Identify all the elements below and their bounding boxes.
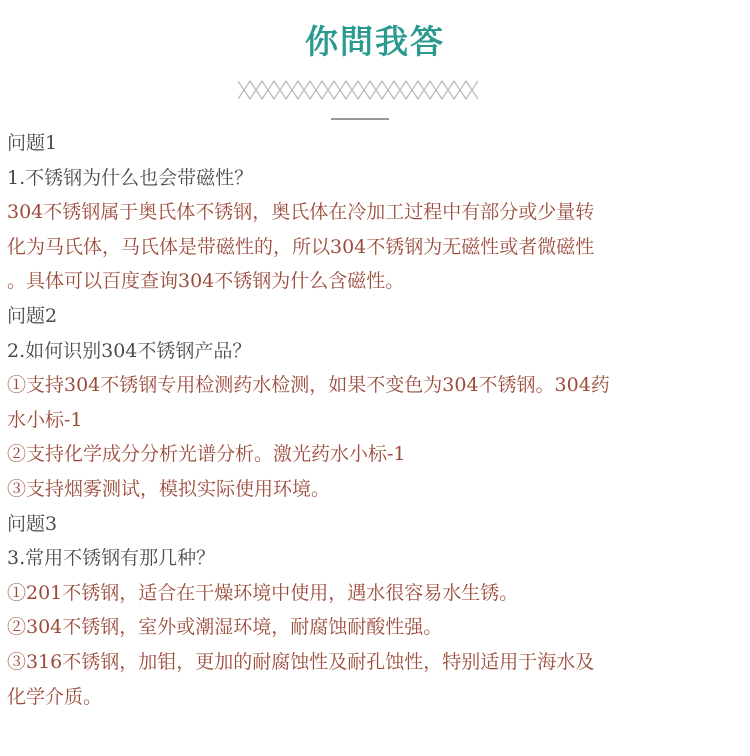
question-3-label: 问题3 — [7, 512, 58, 535]
answer-2-line-1: ①支持304不锈钢专用检测药水检测，如果不变色为304不锈钢。304药 — [7, 374, 610, 397]
answer-3-line-4: 化学介质。 — [7, 685, 103, 708]
question-1-label: 问题1 — [7, 132, 58, 154]
answer-1-line-3: 。具体可以百度查询304不锈钢为什么含磁性。 — [7, 270, 405, 293]
question-2-text: 2.如何识别304不锈钢产品？ — [7, 339, 252, 362]
answer-2-line-3: ②支持化学成分分析光谱分析。激光药水小标-1 — [7, 443, 406, 466]
answer-2-line-2: 水小标-1 — [7, 408, 83, 431]
answer-2-line-4: ③支持烟雾测试，模拟实际使用环境。 — [7, 477, 331, 500]
question-2-label: 问题2 — [7, 304, 58, 327]
page-title: 你問我答 — [305, 22, 445, 61]
title-divider — [331, 118, 389, 120]
question-1-text: 1.不锈钢为什么也会带磁性？ — [7, 166, 254, 189]
zigzag-ornament — [238, 80, 478, 100]
answer-3-line-2: ②304不锈钢，室外或潮湿环境，耐腐蚀耐酸性强。 — [7, 616, 443, 639]
question-3-text: 3.常用不锈钢有那几种？ — [7, 547, 216, 570]
faq-content — [7, 126, 747, 714]
answer-1-line-2: 化为马氏体，马氏体是带磁性的，所以304不锈钢为无磁性或者微磁性 — [7, 235, 595, 258]
answer-3-line-1: ①201不锈钢，适合在干燥环境中使用，遇水很容易水生锈。 — [7, 581, 519, 604]
answer-3-line-3: ③316不锈钢，加钼，更加的耐腐蚀性及耐孔蚀性，特别适用于海水及 — [7, 650, 595, 673]
answer-1-line-1: 304不锈钢属于奥氏体不锈钢，奥氏体在冷加工过程中有部分或少量转 — [7, 201, 595, 224]
